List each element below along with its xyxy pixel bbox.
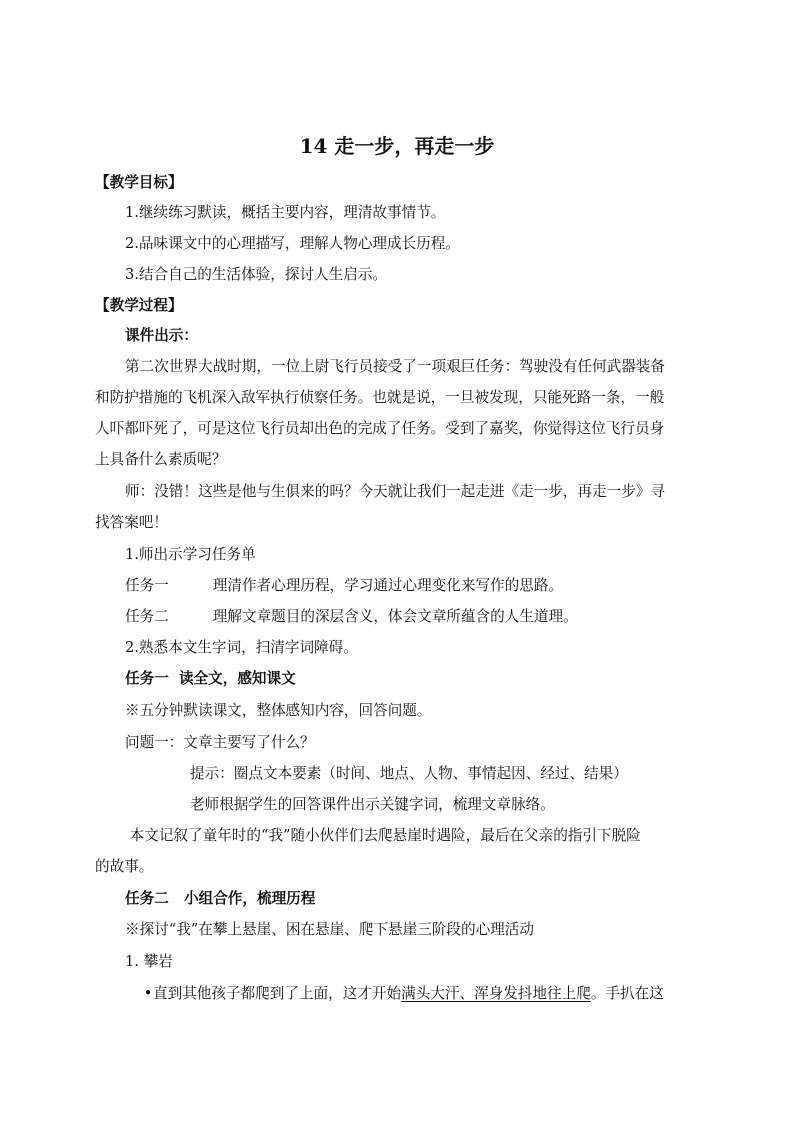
- goal-item-1: 1.继续练习默读，概括主要内容，理清故事情节。: [125, 204, 446, 221]
- section-two-instruction: ※探讨“我”在攀上悬崖、困在悬崖、爬下悬崖三阶段的心理活动: [125, 921, 534, 938]
- bullet-text-underlined: 满头大汗、浑身发抖地往上爬: [401, 985, 591, 1002]
- intro-line-4: 上具备什么素质呢？: [95, 451, 227, 468]
- goal-item-3: 3.结合自己的生活体验，探讨人生启示。: [125, 266, 388, 283]
- sub-section-climb: 1. 攀岩: [125, 953, 173, 970]
- task-list-label: 1.师出示学习任务单: [125, 546, 256, 563]
- intro-line-1: 第二次世界大战时期，一位上尉飞行员接受了一项艰巨任务：驾驶没有任何武器装备: [125, 358, 665, 375]
- courseware-label: 课件出示：: [125, 327, 198, 344]
- section-one-heading: 任务一 读全文，感知课文: [125, 670, 296, 687]
- bullet-marker: •: [143, 985, 153, 1002]
- task-one-text: 理清作者心理历程，学习通过心理变化来写作的思路。: [212, 577, 564, 594]
- hint-line: 提示：圈点文本要素（时间、地点、人物、事情起因、经过、结果）: [190, 765, 628, 782]
- familiarize-line: 2.熟悉本文生字词，扫清字词障碍。: [125, 639, 358, 656]
- bullet-line: [95, 984, 773, 1004]
- task-two-name: 任务二: [125, 608, 169, 625]
- teacher-line-1: 师：没错！这些是他与生俱来的吗？今天就让我们一起走进《走一步，再走一步》寻: [125, 483, 665, 500]
- bullet-text-before: 直到其他孩子都爬到了上面，这才开始: [153, 985, 402, 1002]
- task-two-row: [95, 607, 755, 627]
- summary-line-1: 本文记叙了童年时的“我”随小伙伴们去爬悬崖时遇险，最后在父亲的指引下脱险: [125, 827, 641, 844]
- section-one-instruction: ※五分钟默读课文，整体感知内容，回答问题。: [125, 702, 432, 719]
- goals-heading: 【教学目标】: [95, 174, 183, 191]
- intro-line-2: 和防护措施的飞机深入敌军执行侦察任务。也就是说，一旦被发现，只能死路一条，一般: [95, 389, 665, 406]
- teacher-note: 老师根据学生的回答课件出示关键字词，梳理文章脉络。: [190, 796, 555, 813]
- section-two-heading: 任务二 小组合作，梳理历程: [125, 890, 316, 907]
- question-one: 问题一：文章主要写了什么？: [125, 734, 315, 751]
- goal-item-2: 2.品味课文中的心理描写，理解人物心理成长历程。: [125, 235, 460, 252]
- task-one-row: [95, 576, 755, 596]
- summary-line-2: 的故事。: [95, 858, 154, 875]
- teacher-line-2: 找答案吧！: [95, 514, 168, 531]
- bullet-text-after: 。手扒在这: [590, 985, 664, 1002]
- task-two-text: 理解文章题目的深层含义，体会文章所蕴含的人生道理。: [212, 608, 578, 625]
- page-title: 14 走一步，再走一步: [299, 134, 495, 158]
- task-one-name: 任务一: [125, 577, 169, 594]
- intro-line-3: 人吓都吓死了，可是这位飞行员却出色的完成了任务。受到了嘉奖，你觉得这位飞行员身: [95, 420, 665, 437]
- process-heading: 【教学过程】: [95, 297, 183, 314]
